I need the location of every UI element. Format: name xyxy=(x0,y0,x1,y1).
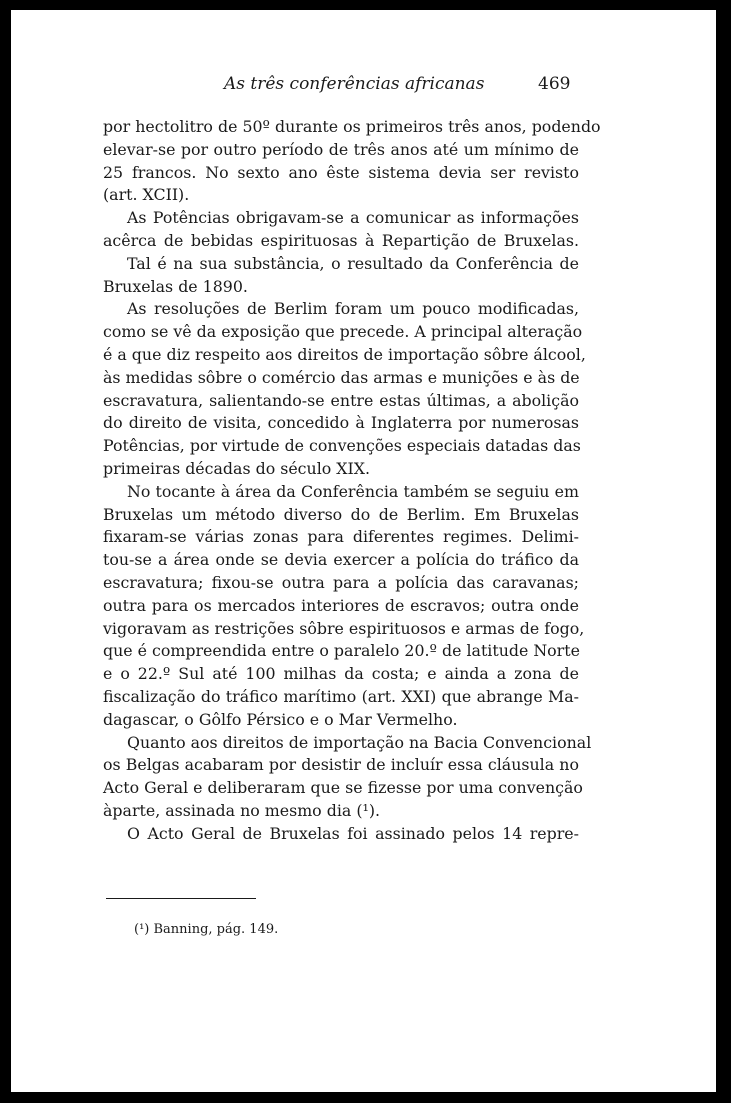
text-line: Quanto aos direitos de importação na Bacia Convencional xyxy=(127,732,592,752)
text-line: dagascar, o Gôlfo Pérsico e o Mar Vermelho. xyxy=(103,709,458,729)
paragraph-3 xyxy=(103,253,579,299)
text-line: primeiras décadas do século XIX. xyxy=(103,458,371,478)
paragraph-7 xyxy=(103,823,579,846)
text-line: 25 francos. No sexto ano êste sistema devia ser revisto xyxy=(103,162,579,182)
footnote-rule xyxy=(106,898,256,899)
text-line: Acto Geral e deliberaram que se fizesse por uma convenção xyxy=(103,778,583,798)
text-line: por hectolitro de 50º durante os primeiros três anos, podendo xyxy=(103,117,601,136)
text-line: Bruxelas de 1890. xyxy=(103,276,248,296)
text-line: acêrca de bebidas espirituosas à Repartição de Bruxelas. xyxy=(103,230,579,250)
text-line: fixaram-se várias zonas para diferentes regimes. Delimi- xyxy=(103,527,579,547)
text-line: do direito de visita, concedido à Inglaterra por numerosas xyxy=(103,413,579,433)
text-line: O Acto Geral de Bruxelas foi assinado pelos 14 repre- xyxy=(127,823,579,843)
text-line: fiscalização do tráfico marítimo (art. XXI) que abrange Ma- xyxy=(103,686,579,706)
text-line: tou-se a área onde se devia exercer a polícia do tráfico da xyxy=(103,550,579,570)
paragraph-2 xyxy=(103,207,579,253)
text-line: Potências, por virtude de convenções especiais datadas das xyxy=(103,436,581,456)
text-line: àparte, assinada no mesmo dia (¹). xyxy=(103,800,381,820)
running-head xyxy=(11,74,716,100)
text-line: e o 22.º Sul até 100 milhas da costa; e ainda a zona de xyxy=(103,664,579,684)
text-line: Bruxelas um método diverso do de Berlim. Em Bruxelas xyxy=(103,504,579,524)
text-line: As resoluções de Berlim foram um pouco modificadas, xyxy=(127,299,579,319)
text-line: às medidas sôbre o comércio das armas e munições e às de xyxy=(103,367,580,387)
text-line: os Belgas acabaram por desistir de incluír essa cláusula no xyxy=(103,755,579,775)
text-line: escravatura; fixou-se outra para a polícia das caravanas; xyxy=(103,572,579,592)
paragraph-4 xyxy=(103,298,586,480)
text-line: (art. XCII). xyxy=(103,185,190,205)
body-text xyxy=(103,116,601,846)
page-number: 469 xyxy=(538,74,571,94)
text-line: elevar-se por outro período de três anos até um mínimo de xyxy=(103,139,579,159)
text-line: que é compreendida entre o paralelo 20.º de latitude Norte xyxy=(103,641,580,661)
text-line: outra para os mercados interiores de escravos; outra onde xyxy=(103,595,579,615)
paragraph-6 xyxy=(103,732,592,823)
text-line: Tal é na sua substância, o resultado da Conferência de xyxy=(127,253,579,273)
text-line: escravatura, salientando-se entre estas últimas, a abolição xyxy=(103,390,579,410)
footnote: (¹) Banning, pág. 149. xyxy=(134,922,279,937)
text-line: é a que diz respeito aos direitos de importação sôbre álcool, xyxy=(103,344,586,364)
text-line: No tocante à área da Conferência também se seguiu em xyxy=(127,481,579,501)
text-line: As Potências obrigavam-se a comunicar as informações xyxy=(127,208,579,228)
running-title: As três conferências africanas xyxy=(224,74,485,94)
paragraph-1 xyxy=(103,116,601,207)
paragraph-5 xyxy=(103,481,585,732)
text-line: como se vê da exposição que precede. A principal alteração xyxy=(103,322,583,342)
text-line: vigoravam as restrições sôbre espirituosos e armas de fogo, xyxy=(103,618,585,638)
book-page xyxy=(11,10,716,1092)
